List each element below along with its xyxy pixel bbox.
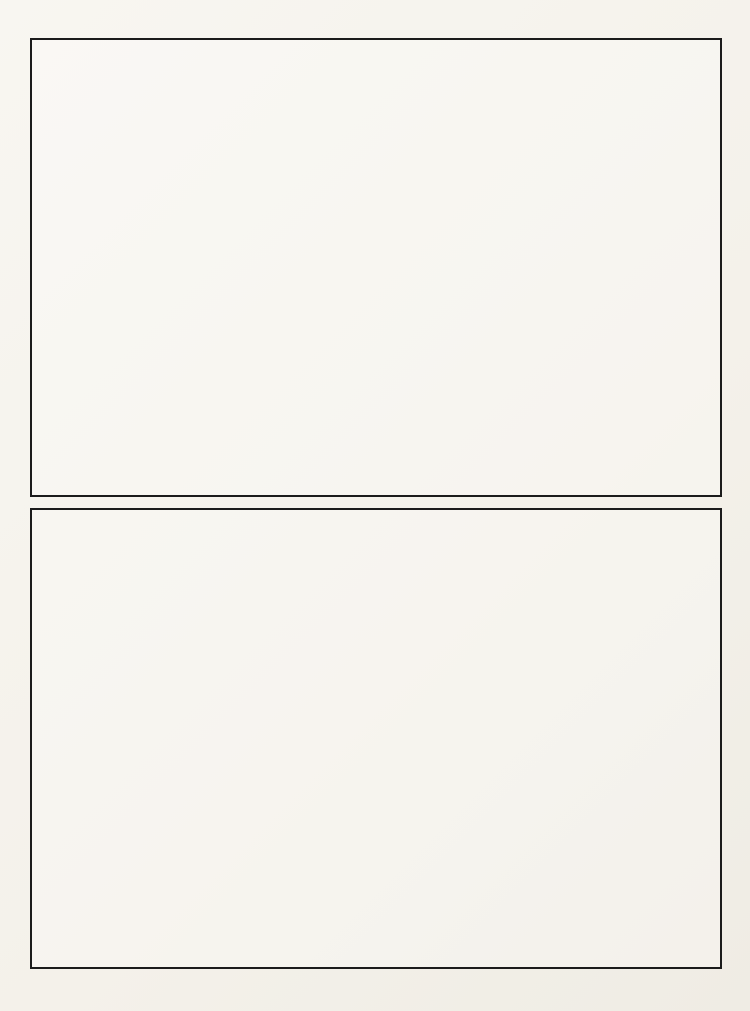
roster-table-top xyxy=(30,38,722,497)
roster-table-bottom xyxy=(30,508,722,969)
